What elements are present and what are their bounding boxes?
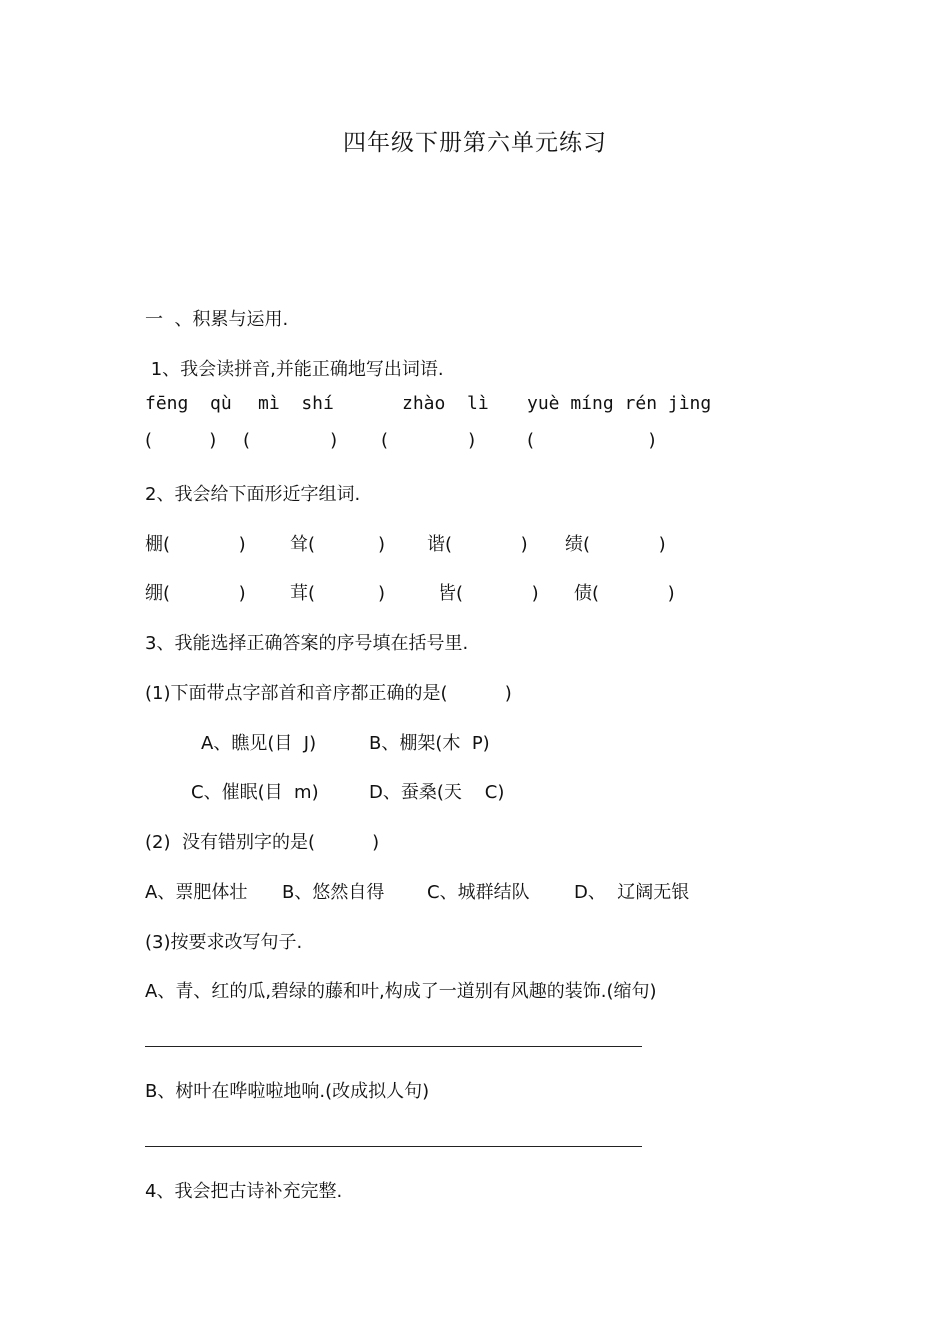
word-blank[interactable]: 谐( ): [427, 534, 528, 555]
word-blank[interactable]: 绩( ): [565, 534, 666, 555]
question-3-1: (1)下面带点字部首和音序都正确的是( ): [145, 683, 512, 704]
rewrite-item-b: B、树叶在哗啦啦地响.(改成拟人句): [145, 1081, 430, 1102]
word-blank[interactable]: 耸( ): [290, 534, 385, 555]
answer-line-b[interactable]: [145, 1146, 642, 1147]
answer-line-a[interactable]: [145, 1046, 642, 1047]
pinyin-2: mì shí: [258, 393, 334, 414]
section-heading: 一 、积累与运用.: [145, 309, 289, 330]
question-3-prompt: 3、我能选择正确答案的序号填在括号里.: [145, 633, 469, 654]
question-3-3: (3)按要求改写句子.: [145, 932, 303, 953]
pinyin-4: yuè míng rén jìng: [527, 393, 712, 414]
option-c: C、城群结队: [427, 882, 530, 903]
word-blank[interactable]: 绷( ): [145, 583, 246, 604]
word-blank[interactable]: 棚( ): [145, 534, 246, 555]
word-blank[interactable]: 皆( ): [438, 583, 539, 604]
answer-blank-2[interactable]: ( ): [243, 430, 338, 451]
word-blank[interactable]: 债( ): [574, 583, 675, 604]
option-c: C、催眠(目 m): [191, 782, 319, 803]
option-d: D、 辽阔无银: [574, 882, 690, 903]
pinyin-3: zhào lì: [402, 393, 489, 414]
question-1-prompt: 1、我会读拼音,并能正确地写出词语.: [145, 359, 444, 380]
option-b: B、棚架(木 P): [369, 733, 490, 754]
option-a: A、瞧见(目 J): [201, 733, 317, 754]
rewrite-item-a: A、青、红的瓜,碧绿的藤和叶,构成了一道别有风趣的装饰.(缩句): [145, 981, 657, 1002]
option-b: B、悠然自得: [282, 882, 385, 903]
page-title: 四年级下册第六单元练习: [343, 130, 607, 156]
word-blank[interactable]: 茸( ): [290, 583, 385, 604]
question-2-prompt: 2、我会给下面形近字组词.: [145, 484, 361, 505]
option-a: A、票肥体壮: [145, 882, 248, 903]
question-4-prompt: 4、我会把古诗补充完整.: [145, 1181, 343, 1202]
answer-blank-4[interactable]: ( ): [527, 430, 656, 451]
answer-blank-3[interactable]: ( ): [381, 430, 476, 451]
question-3-2: (2) 没有错别字的是( ): [145, 832, 380, 853]
pinyin-1: fēng qù: [145, 393, 232, 414]
option-d: D、蚕桑(天 C): [369, 782, 505, 803]
answer-blank-1[interactable]: ( ): [145, 430, 217, 451]
